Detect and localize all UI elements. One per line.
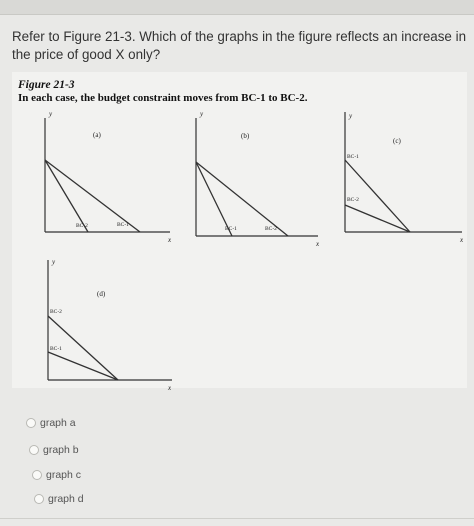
radio-graph-c[interactable]	[32, 470, 42, 480]
radio-graph-b[interactable]	[29, 445, 39, 455]
graph-d-label: (d)	[97, 290, 106, 298]
graph-a-bc2-label: BC-2	[76, 223, 88, 229]
graph-b	[196, 118, 318, 236]
graph-c-line-upper	[345, 160, 410, 232]
graph-b-line-outer	[196, 162, 288, 236]
graph-d-bc2-label: BC-2	[50, 309, 62, 315]
graph-d-bc1-label: BC-1	[50, 346, 62, 352]
graph-d-line-lower	[48, 352, 118, 380]
graph-c-bc2-label: BC-2	[347, 197, 359, 203]
option-graph-b-label: graph b	[43, 444, 79, 456]
graph-d	[48, 260, 172, 380]
graph-b-label: (b)	[241, 132, 250, 140]
option-graph-a-label: graph a	[40, 417, 76, 429]
option-graph-d-label: graph d	[48, 493, 84, 505]
graph-b-bc2-label: BC-2	[265, 226, 277, 232]
figure-caption: In each case, the budget constraint moves from BC-1 to BC-2.	[18, 92, 308, 104]
option-graph-c[interactable]	[32, 466, 81, 484]
graph-b-bc1-label: BC-1	[225, 226, 237, 232]
graph-b-line-inner	[196, 162, 232, 236]
question-text: Refer to Figure 21-3. Which of the graphs in the figure reflects an increase in the price of good X only?	[12, 29, 467, 62]
option-graph-b[interactable]	[29, 441, 79, 459]
graph-a-line-inner	[45, 160, 88, 232]
graph-c-line-lower	[345, 205, 410, 232]
graph-b-y-label: y	[200, 110, 204, 118]
figure-title: Figure 21-3	[18, 79, 75, 91]
graph-c-x-label: x	[460, 236, 464, 244]
radio-graph-a[interactable]	[26, 418, 36, 428]
option-graph-d[interactable]	[34, 490, 84, 508]
graph-a-y-label: y	[49, 110, 53, 118]
graph-a-label: (a)	[93, 131, 101, 139]
graph-d-x-label: x	[168, 384, 172, 392]
graph-c	[345, 112, 462, 232]
graph-d-y-label: y	[52, 258, 56, 266]
graph-c-bc1-label: BC-1	[347, 154, 359, 160]
graph-a	[45, 118, 170, 232]
graph-c-y-label: y	[349, 112, 353, 120]
graph-b-x-label: x	[316, 240, 320, 248]
graph-a-bc1-label: BC-1	[117, 222, 129, 228]
radio-graph-d[interactable]	[34, 494, 44, 504]
graph-a-x-label: x	[168, 236, 172, 244]
graph-c-label: (c)	[393, 137, 401, 145]
option-graph-c-label: graph c	[46, 469, 82, 481]
bottom-divider	[0, 518, 474, 519]
option-graph-a[interactable]	[26, 414, 76, 432]
